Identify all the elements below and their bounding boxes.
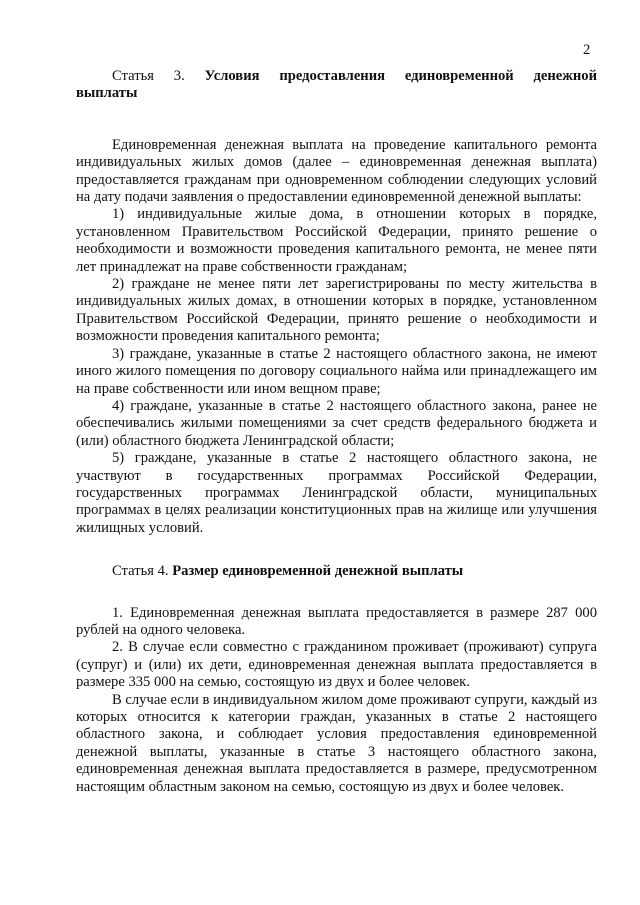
article-4-body xyxy=(76,605,597,796)
article-3-item-4: 4) граждане, указанные в статье 2 настоящего областного закона, ранее не обеспечивались жилыми помещениями за счет средств федерального бюджета и (или) областного бюджета Ленинградской области; xyxy=(76,397,597,449)
article-3-title-line1: Условия предоставления единовременной денежной xyxy=(204,68,597,84)
article-3-item-5: 5) граждане, указанные в статье 2 настоящего областного закона, не участвуют в государственных программах Российской Федерации, государственных программах Ленинградской области, муниципальных программах в целях реализации конституционных прав на жилище или улучшения жилищных условий. xyxy=(76,450,597,536)
article-3-item-3: 3) граждане, указанные в статье 2 настоящего областного закона, не имеют иного жилого помещения по договору социального найма или принадлежащего им на праве собственности или ином вещном праве; xyxy=(76,345,597,397)
article-3-body xyxy=(76,137,597,537)
article-3-intro: Единовременная денежная выплата на проведение капитального ремонта индивидуальных жилых домов (далее – единовременная денежная выплата) предоставляется гражданам при одновременном соблюдении следующих условий на дату подачи заявления о предоставлении единовременной денежной выплаты: xyxy=(76,136,597,206)
article-3-heading xyxy=(76,68,597,103)
article-4-label: Статья 4. xyxy=(112,563,169,580)
article-4-heading xyxy=(76,563,597,580)
article-4-item-1: 1. Единовременная денежная выплата предоставляется в размере 287 000 рублей на одного человека. xyxy=(76,604,597,638)
article-3-title-line2: выплаты xyxy=(76,85,138,102)
article-3-item-1: 1) индивидуальные жилые дома, в отношении которых в порядке, установленном Правительством Российской Федерации, принято решение о необходимости и возможности проведения капитального ремонта, не менее пяти лет принадлежат на праве собственности гражданам; xyxy=(76,206,597,275)
article-3-item-2: 2) граждане не менее пяти лет зарегистрированы по месту жительства в индивидуальных жилых домах, в отношении которых в порядке, установленном Правительством Российской Федерации, принято решение о необходимости и возможности проведения капитального ремонта; xyxy=(76,276,597,345)
article-4-item-2-cont: В случае если в индивидуальном жилом доме проживают супруги, каждый из которых относится к категории граждан, указанных в статье 2 настоящего областного закона, и соблюдает условия предоставления единовременной денежной выплаты, указанные в статье 3 настоящего областного закона, единовременная денежная выплата предоставляется в размере, предусмотренном настоящим областным законом на семью, состоящую из двух и более человек. xyxy=(76,691,597,795)
article-4-title: Размер единовременной денежной выплаты xyxy=(172,563,464,580)
page-number: 2 xyxy=(583,42,591,58)
document-body xyxy=(76,68,597,796)
article-4-item-2: 2. В случае если совместно с гражданином проживает (проживают) супруга (супруг) и (или) их дети, единовременная денежная выплата предоставляется в размере 335 000 на семью, состоящую из двух и более человек. xyxy=(76,639,597,691)
article-3-label: Статья 3. xyxy=(112,68,185,84)
